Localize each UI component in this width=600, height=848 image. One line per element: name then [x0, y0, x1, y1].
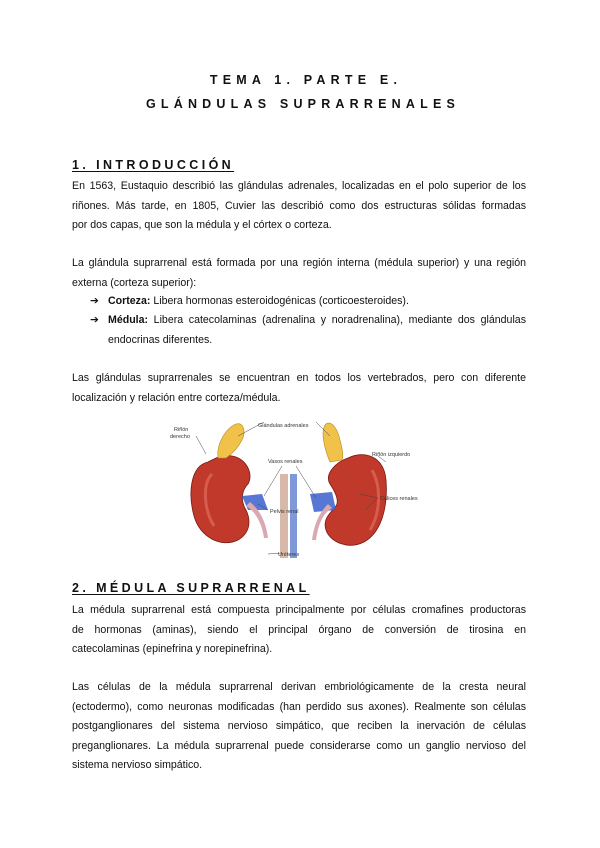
bullet-medula	[90, 311, 526, 350]
aorta-drawing	[280, 474, 288, 558]
text-line: La glándula suprarrenal está formada por una región interna (médula superior) y una región	[72, 257, 526, 269]
vena-cava-drawing	[290, 474, 297, 558]
text-line: Las glándulas suprarrenales se encuentran en todos los vertebrados, pero con diferente	[72, 372, 526, 384]
label-renal-vessels: Vasos renales	[268, 459, 303, 465]
label-right-kidney-1: Riñón	[174, 427, 189, 433]
label-ureters: Uréteres	[278, 552, 300, 558]
intro-paragraph-3	[72, 369, 526, 408]
text-line: localización y relación entre corteza/médula.	[72, 391, 281, 404]
bullet-label: Corteza:	[108, 295, 151, 307]
text-line: por dos capas, que son la médula y el córtex o corteza.	[72, 219, 332, 231]
text-line: riñones. Más tarde, en 1805, Cuvier las describió como dos estructuras sólidas formadas	[72, 199, 526, 212]
text-line: Las células de la médula suprarrenal derivan embriológicamente de la cresta neural	[72, 681, 526, 693]
text-line: de hormonas (aminas), siendo el principal órgano de conversión de tirosina en	[72, 623, 526, 636]
text-line: En 1563, Eustaquio describió las glándulas adrenales, localizadas en el polo superior de los	[72, 180, 526, 192]
right-kidney-drawing	[191, 424, 268, 543]
label-renal-calyces: Cálices renales	[380, 496, 418, 502]
label-right-kidney-2: derecho	[170, 434, 190, 440]
bullet-text: Libera hormonas esteroidogénicas (corticoesteroides).	[150, 295, 409, 307]
kidney-adrenal-figure	[160, 414, 450, 558]
label-renal-pelvis: Pelvis renal	[270, 509, 299, 515]
arrow-icon: ➔	[90, 295, 99, 307]
kidney-illustration	[160, 414, 450, 558]
text-line: La médula suprarrenal está compuesta principalmente por células cromafines productoras	[72, 604, 526, 616]
bullet-label: Médula:	[108, 314, 149, 326]
medula-paragraph-2	[72, 678, 526, 776]
text-line: postganglionares del sistema nervioso simpático, que reciben la inervación de células	[72, 720, 526, 732]
arrow-icon: ➔	[90, 314, 99, 326]
label-left-kidney: Riñón izquierdo	[372, 452, 411, 458]
section-heading-introduccion: 1. INTRODUCCIÓN	[72, 158, 235, 172]
medula-paragraph-1	[72, 601, 526, 660]
title-line-2: GLÁNDULAS SUPRARRENALES	[145, 97, 461, 111]
bullet-text: Libera catecolaminas (adrenalina y noradrenalina), mediante dos glándulas endocrinas diferentes.	[108, 314, 526, 346]
text-line: preganglionares. La médula suprarrenal puede considerarse como un ganglio nervioso del	[72, 739, 526, 752]
label-adrenal-glands: Glándulas adrenales	[258, 423, 309, 429]
bullet-corteza	[90, 292, 526, 312]
text-line: externa (corteza superior):	[72, 276, 197, 289]
section-heading-medula: 2. MÉDULA SUPRARRENAL	[72, 581, 310, 595]
title-line-1: TEMA 1. PARTE E.	[209, 73, 403, 87]
text-line: sistema nervioso simpático.	[72, 759, 203, 771]
text-line: catecolaminas (epinefrina y norepinefrina).	[72, 643, 273, 655]
intro-paragraph-1	[72, 177, 526, 236]
left-kidney-drawing	[310, 423, 386, 545]
text-line: (ectodermo), como neuronas modificadas (han perdido sus axones). Realmente son células	[72, 700, 526, 713]
intro-paragraph-2	[72, 254, 526, 293]
